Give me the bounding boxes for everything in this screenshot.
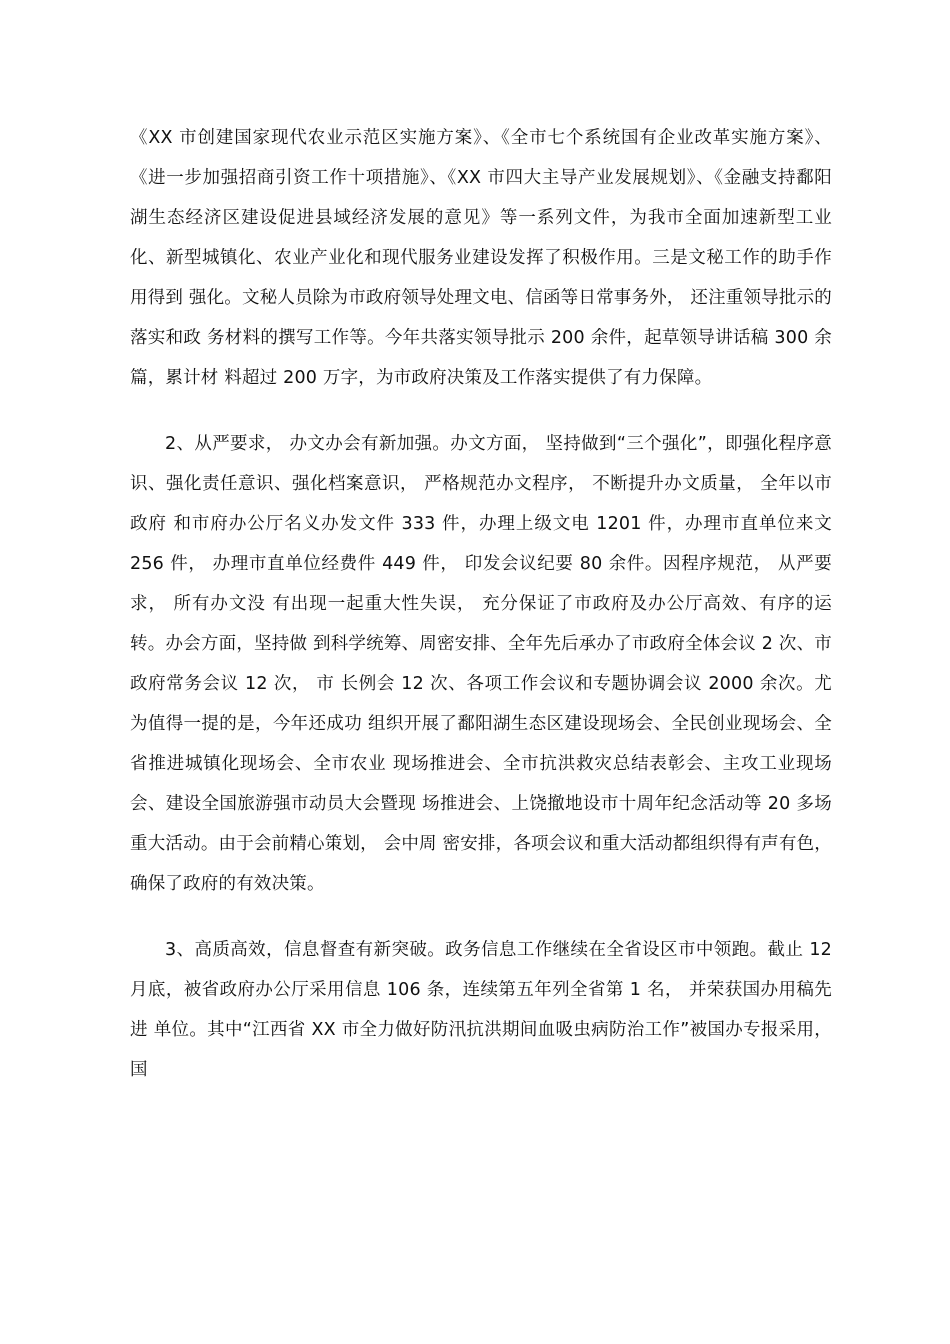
paragraph-1: 《XX 市创建国家现代农业示范区实施方案》、《全市七个系统国有企业改革实施方案》、《进一步加强招商引资工作十项措施》、《XX 市四大主导产业发展规划》、《金融支持鄱阳湖生态经济区建设促进县域经济发展的意见》等一系列文件，为我市全面加速新型工业化、新型城镇化、农业产业化和现代服务业建设发挥了积极作用。三是文秘工作的助手作用得到 强化。文秘人员除为市政府领导处理文电、信函等日常事务外， 还注重领导批示的落实和政 务材料的撰写工作等。今年共落实领导批示 200 余件，起草领导讲话稿 300 余篇，累计材 料超过 200 万字，为市政府决策及工作落实提供了有力保障。 bbox=[130, 128, 832, 388]
paragraph-2: 2、从严要求， 办文办会有新加强。办文方面， 坚持做到“三个强化”，即强化程序意 识、强化责任意识、强化档案意识， 严格规范办文程序， 不断提升办文质量， 全年以市政府 和市府办公厅名义办发文件 333 件，办理上级文电 1201 件，办理市直单位来文 256 件， 办理市直单位经费件 449 件， 印发会议纪要 80 余件。因程序规范， 从严要求， 所有办文没 有出现一起重大性失误， 充分保证了市政府及办公厅高效、有序的运转。办会方面，坚持做 到科学统筹、周密安排、全年先后承办了市政府全体会议 2 次、市政府常务会议 12 次， 市 长例会 12 次、各项工作会议和专题协调会议 2000 余次。尤为值得一提的是，今年还成功 组织开展了鄱阳湖生态区建设现场会、全民创业现场会、全省推进城镇化现场会、全市农业 现场推进会、全市抗洪救灾总结表彰会、主攻工业现场会、建设全国旅游强市动员大会暨现 场推进会、上饶撤地设市十周年纪念活动等 20 多场重大活动。由于会前精心策划， 会中周 密安排，各项会议和重大活动都组织得有声有色，确保了政府的有效决策。 bbox=[130, 434, 832, 894]
paragraph-3: 3、高质高效，信息督查有新突破。政务信息工作继续在全省设区市中领跑。截止 12 月底，被省政府办公厅采用信息 106 条，连续第五年列全省第 1 名， 并荣获国办用稿先进 单位。其中“江西省 XX 市全力做好防汛抗洪期间血吸虫病防治工作”被国办专报采用，国 bbox=[130, 940, 832, 1080]
document-body bbox=[130, 118, 832, 1090]
